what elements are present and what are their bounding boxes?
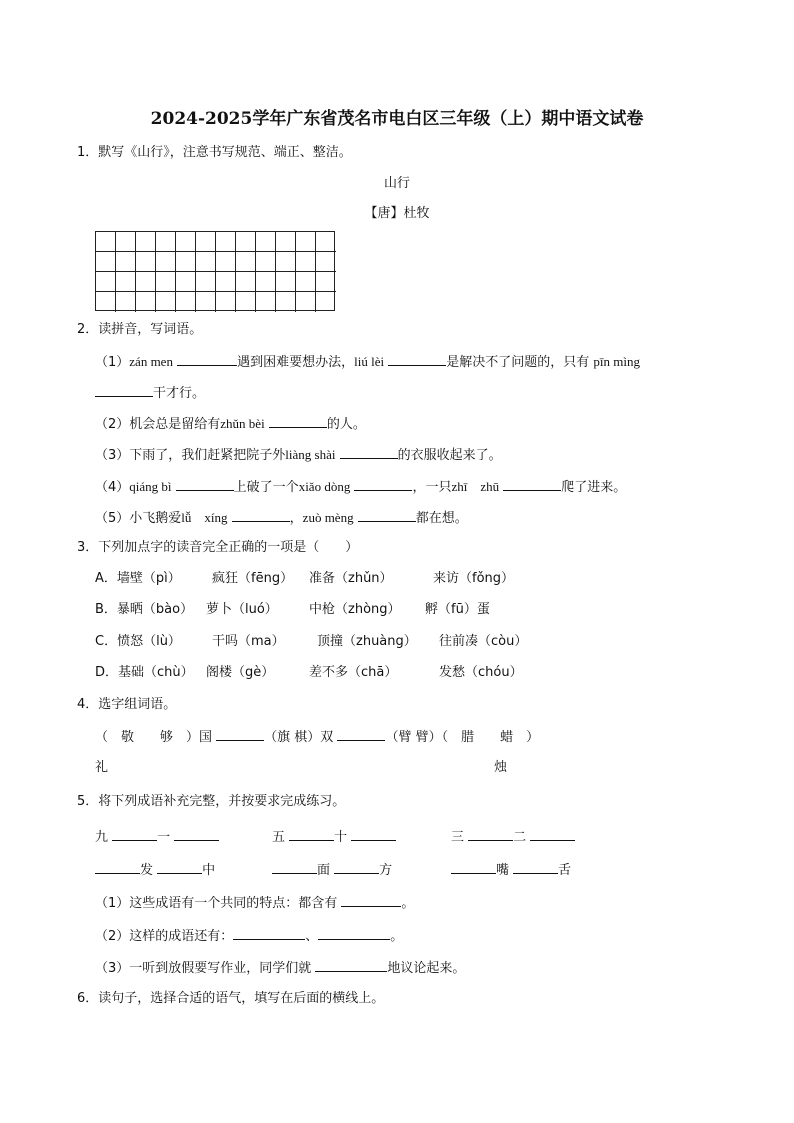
grid-cell[interactable] <box>196 232 216 252</box>
grid-cell[interactable] <box>216 292 236 312</box>
option-item: 孵（fū）蛋 <box>425 602 490 617</box>
idiom-char: 三 <box>451 830 465 845</box>
option-item: 准备（zhǔn） <box>309 571 393 586</box>
answer-blank[interactable] <box>351 827 396 841</box>
q2-s4b: 上破了一个 <box>233 480 299 495</box>
grid-cell[interactable] <box>156 232 176 252</box>
q5-idiom-5 <box>272 860 392 880</box>
answer-blank[interactable] <box>358 508 416 522</box>
grid-cell[interactable] <box>216 272 236 292</box>
q4-row1a: （ 敬 够 ）国 <box>95 730 213 745</box>
q6-stem: 6．读句子，选择合适的语气，填写在后面的横线上。 <box>77 991 385 1006</box>
q5-sub2-sep: 、 <box>305 929 319 944</box>
answer-blank[interactable] <box>451 860 496 874</box>
q5-sub-1 <box>95 893 414 913</box>
q5-sub-3 <box>95 958 465 978</box>
answer-blank[interactable] <box>318 926 390 940</box>
grid-cell[interactable] <box>196 292 216 312</box>
answer-blank[interactable] <box>513 860 558 874</box>
grid-cell[interactable] <box>276 232 296 252</box>
q2-s5b: ， <box>289 511 303 526</box>
answer-blank[interactable] <box>337 727 385 741</box>
poem-title: 山行 <box>383 176 410 191</box>
q2-sentence-5 <box>95 508 468 528</box>
poem-author: 【唐】杜牧 <box>364 206 430 221</box>
grid-cell[interactable] <box>196 272 216 292</box>
q4-row2a: 礼 <box>95 760 109 775</box>
option-item: C．愤怒（lù） <box>95 634 181 649</box>
answer-blank[interactable] <box>216 727 264 741</box>
q2-s4a: （4） <box>95 480 130 495</box>
answer-blank[interactable] <box>530 827 575 841</box>
writing-grid[interactable] <box>95 231 335 311</box>
answer-blank[interactable] <box>272 860 317 874</box>
grid-cell[interactable] <box>316 272 336 292</box>
option-item: D．基础（chù） <box>95 665 194 680</box>
grid-cell[interactable] <box>116 232 136 252</box>
q2-s4d: 爬了进来。 <box>561 480 627 495</box>
grid-cell[interactable] <box>276 272 296 292</box>
answer-blank[interactable] <box>289 827 334 841</box>
answer-blank[interactable] <box>354 477 412 491</box>
q2-s5c: 都在想。 <box>415 511 468 526</box>
q2-s3a: （3）下雨了，我们赶紧把院子外 <box>95 448 286 463</box>
q2-sentence-1-cont <box>95 383 205 403</box>
q2-s4c: ，一只 <box>412 480 452 495</box>
idiom-char: 舌 <box>558 863 572 878</box>
answer-blank[interactable] <box>233 926 305 940</box>
grid-cell[interactable] <box>236 252 256 272</box>
idiom-char: 方 <box>379 863 393 878</box>
q2-pinyin-4: zhǔn bèi <box>220 416 265 431</box>
answer-blank[interactable] <box>157 860 202 874</box>
grid-cell[interactable] <box>316 252 336 272</box>
q5-sub1-text: （1）这些成语有一个共同的特点：都含有 <box>95 896 338 911</box>
option-item: 阁楼（gè） <box>206 665 275 680</box>
q2-pinyin-9: lǚ xíng <box>181 510 228 525</box>
grid-cell[interactable] <box>296 272 316 292</box>
option-item: 顶撞（zhuàng） <box>317 634 417 649</box>
idiom-char: 发 <box>140 863 154 878</box>
option-item: 差不多（chā） <box>309 665 398 680</box>
grid-cell[interactable] <box>236 272 256 292</box>
grid-cell[interactable] <box>176 232 196 252</box>
q2-s2b: 的人。 <box>326 417 366 432</box>
idiom-char: 五 <box>272 830 286 845</box>
grid-cell[interactable] <box>236 292 256 312</box>
answer-blank[interactable] <box>232 508 290 522</box>
q4-row-1 <box>95 727 539 747</box>
q2-s3b: 的衣服收起来了。 <box>397 448 502 463</box>
idiom-char: 嘴 <box>496 863 510 878</box>
option-item: 来访（fǒng） <box>433 571 515 586</box>
q2-s1a: （1） <box>95 355 130 370</box>
q5-stem: 5．将下列成语补充完整，并按要求完成练习。 <box>77 794 346 809</box>
q2-pinyin-7: xiǎo dòng <box>298 479 351 494</box>
answer-blank[interactable] <box>315 958 387 972</box>
q2-sentence-3 <box>95 445 502 465</box>
q2-pinyin-5: liàng shài <box>285 447 336 462</box>
grid-cell[interactable] <box>256 272 276 292</box>
exam-title: 2024-2025学年广东省茂名市电白区三年级（上）期中语文试卷 <box>150 109 644 129</box>
q2-pinyin-10: zuò mèng <box>302 510 354 525</box>
q4-row1b: （旗 棋）双 <box>264 730 334 745</box>
q2-pinyin-8: zhī zhū <box>451 479 500 494</box>
answer-blank[interactable] <box>174 827 219 841</box>
option-item: 中枪（zhòng） <box>309 602 401 617</box>
q2-s1d: 干才行。 <box>153 386 206 401</box>
grid-cell[interactable] <box>176 272 196 292</box>
q2-pinyin-3: pīn mìng <box>593 354 640 369</box>
q3-stem: 3．下列加点字的读音完全正确的一项是（ ） <box>77 540 359 555</box>
grid-cell[interactable] <box>116 272 136 292</box>
grid-cell[interactable] <box>216 232 236 252</box>
option-item: B．暴晒（bào） <box>95 602 194 617</box>
grid-cell[interactable] <box>236 232 256 252</box>
idiom-char: 一 <box>157 830 171 845</box>
grid-cell[interactable] <box>256 232 276 252</box>
grid-cell[interactable] <box>296 232 316 252</box>
answer-blank[interactable] <box>468 827 513 841</box>
idiom-char: 十 <box>334 830 348 845</box>
q4-row2b: 烛 <box>494 760 508 775</box>
grid-cell[interactable] <box>256 292 276 312</box>
answer-blank[interactable] <box>269 414 327 428</box>
option-item: A．墙壁（pì） <box>95 571 181 586</box>
q5-idiom-2 <box>272 827 396 847</box>
q5-idiom-3 <box>451 827 575 847</box>
q1-stem: 1．默写《山行》，注意书写规范、端正、整洁。 <box>77 145 352 160</box>
grid-cell[interactable] <box>136 272 156 292</box>
idiom-char: 面 <box>317 863 331 878</box>
grid-cell[interactable] <box>96 272 116 292</box>
q2-pinyin-6: qiáng bì <box>129 479 172 494</box>
q2-pinyin-2: liú lèi <box>354 354 385 369</box>
option-item: 发愁（chóu） <box>439 665 523 680</box>
grid-cell[interactable] <box>156 252 176 272</box>
grid-cell[interactable] <box>116 292 136 312</box>
grid-cell[interactable] <box>176 252 196 272</box>
q4-row1c: （臂 臂）（ 腊 蜡 ） <box>385 730 540 745</box>
grid-cell[interactable] <box>316 232 336 252</box>
answer-blank[interactable] <box>177 352 237 366</box>
answer-blank[interactable] <box>176 477 234 491</box>
q5-sub-2 <box>95 926 403 946</box>
option-item: 干吗（ma） <box>212 634 285 649</box>
grid-cell[interactable] <box>316 292 336 312</box>
grid-cell[interactable] <box>296 252 316 272</box>
q5-idiom-6 <box>451 860 571 880</box>
q5-sub3-end: 地议论起来。 <box>387 961 466 976</box>
answer-blank[interactable] <box>95 383 153 397</box>
grid-cell[interactable] <box>136 252 156 272</box>
q5-end: 。 <box>390 929 404 944</box>
grid-cell[interactable] <box>176 292 196 312</box>
q2-sentence-2 <box>95 414 366 434</box>
grid-cell[interactable] <box>116 252 136 272</box>
option-item: 疯狂（fēng） <box>212 571 294 586</box>
q4-stem: 4．选字组词语。 <box>77 697 177 712</box>
grid-cell[interactable] <box>276 252 296 272</box>
grid-cell[interactable] <box>256 252 276 272</box>
answer-blank[interactable] <box>112 827 157 841</box>
q2-sentence-4 <box>95 477 626 497</box>
grid-cell[interactable] <box>156 272 176 292</box>
answer-blank[interactable] <box>388 352 446 366</box>
q2-s1b: 遇到困难要想办法， <box>237 355 355 370</box>
answer-blank[interactable] <box>341 893 401 907</box>
q2-pinyin-1: zán men <box>129 354 173 369</box>
grid-cell[interactable] <box>296 292 316 312</box>
grid-cell[interactable] <box>136 232 156 252</box>
answer-blank[interactable] <box>95 860 140 874</box>
option-item: 往前凑（còu） <box>439 634 528 649</box>
answer-blank[interactable] <box>503 477 561 491</box>
q2-s2a: （2）机会总是留给有 <box>95 417 221 432</box>
q2-s5a: （5）小飞鹅爱 <box>95 511 182 526</box>
q5-idiom-1 <box>95 827 219 847</box>
grid-cell[interactable] <box>276 292 296 312</box>
idiom-char: 九 <box>95 830 109 845</box>
idiom-char: 中 <box>202 863 216 878</box>
option-item: 萝卜（luó） <box>206 602 278 617</box>
grid-cell[interactable] <box>156 292 176 312</box>
grid-cell[interactable] <box>96 292 116 312</box>
q5-idiom-4 <box>95 860 215 880</box>
grid-cell[interactable] <box>96 232 116 252</box>
q2-s1c: 是解决不了问题的，只有 <box>446 355 590 370</box>
grid-cell[interactable] <box>196 252 216 272</box>
q2-stem: 2．读拼音，写词语。 <box>77 322 203 337</box>
grid-cell[interactable] <box>216 252 236 272</box>
q5-end: 。 <box>401 896 415 911</box>
idiom-char: 二 <box>513 830 527 845</box>
grid-cell[interactable] <box>136 292 156 312</box>
answer-blank[interactable] <box>340 445 398 459</box>
q5-sub3-text: （3）一听到放假要写作业，同学们就 <box>95 961 312 976</box>
q5-sub2-text: （2）这样的成语还有： <box>95 929 234 944</box>
answer-blank[interactable] <box>334 860 379 874</box>
grid-cell[interactable] <box>96 252 116 272</box>
q2-sentence-1 <box>95 352 640 372</box>
